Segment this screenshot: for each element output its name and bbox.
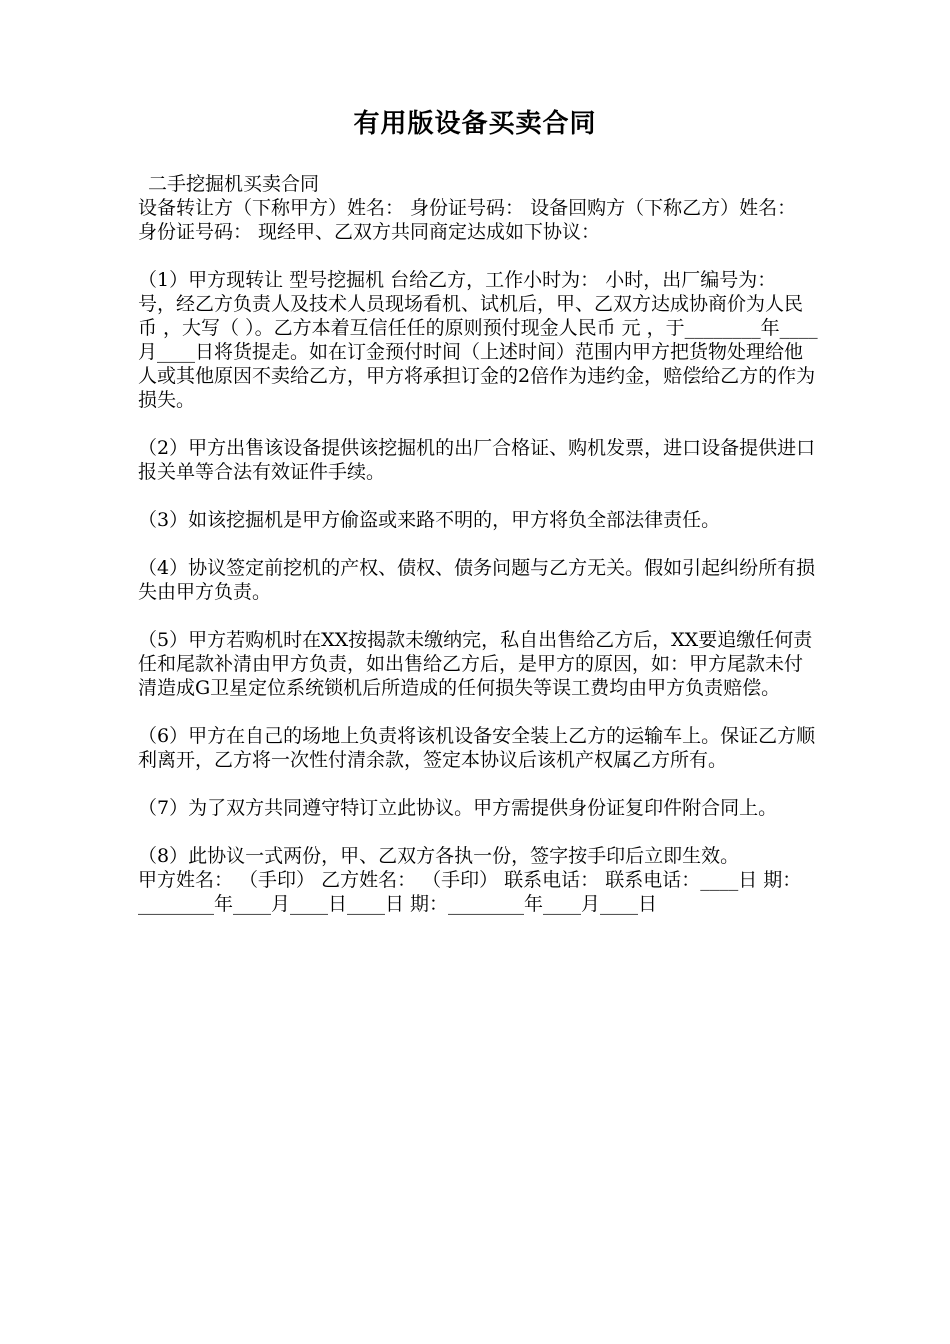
paragraph-gap (138, 604, 818, 628)
clause-6: （6）甲方在自己的场地上负责将该机设备安全装上乙方的运输车上。保证乙方顺利离开，乙方将一次性付清余款，签定本协议后该机产权属乙方所有。 (138, 725, 816, 771)
paragraph-gap (138, 244, 818, 268)
document-body (138, 172, 818, 916)
paragraph-gap (138, 412, 818, 436)
paragraph-gap (138, 700, 818, 724)
paragraph-gap (138, 484, 818, 508)
document-subtitle: 二手挖掘机买卖合同 (148, 173, 320, 195)
clause-5: （5）甲方若购机时在XX按揭款未缴纳完，私自出售给乙方后，XX要追缴任何责任和尾款补清由甲方负责，如出售给乙方后，是甲方的原因，如：甲方尾款未付清造成G卫星定位系统锁机后所造成的任何损失等误工费均由甲方负责赔偿。 (138, 629, 813, 699)
document-title: 有用版设备买卖合同 (353, 109, 597, 139)
clause-7: （7）为了双方共同遵守特订立此协议。甲方需提供身份证复印件附合同上。 (138, 797, 778, 819)
paragraph-gap (138, 820, 818, 844)
clause-1: （1）甲方现转让 型号挖掘机 台给乙方，工作小时为： 小时，出厂编号为： 号，经乙方负责人及技术人员现场看机、试机后，甲、乙双方达成协商价为人民币 ，大写（ ）。乙方本着互信任任的原则预付现金人民币 元 ，于________年____月____日将货提走。如在订金预付时间（上述时间）范围内甲方把货物处理给他人或其他原因不卖给乙方，甲方将承担订金的2倍作为违约金，赔偿给乙方的作为损失。 (138, 269, 818, 411)
parties-paragraph: 设备转让方（下称甲方）姓名： 身份证号码： 设备回购方（下称乙方）姓名： 身份证号码： 现经甲、乙双方共同商定达成如下协议： (138, 197, 797, 243)
clause-4: （4）协议签定前挖机的产权、债权、债务问题与乙方无关。假如引起纠纷所有损失由甲方负责。 (138, 557, 816, 603)
paragraph-gap (138, 772, 818, 796)
clause-3: （3）如该挖掘机是甲方偷盗或来路不明的，甲方将负全部法律责任。 (138, 509, 721, 531)
paragraph-gap (138, 532, 818, 556)
clause-8: （8）此协议一式两份，甲、乙双方各执一份，签字按手印后立即生效。 (138, 845, 740, 867)
clause-2: （2）甲方出售该设备提供该挖掘机的出厂合格证、购机发票，进口设备提供进口报关单等合法有效证件手续。 (138, 437, 816, 483)
signature-block: 甲方姓名： （手印） 乙方姓名： （手印） 联系电话： 联系电话：____日 期：________年____月____日____日 期：________年____月____日 (138, 869, 802, 915)
